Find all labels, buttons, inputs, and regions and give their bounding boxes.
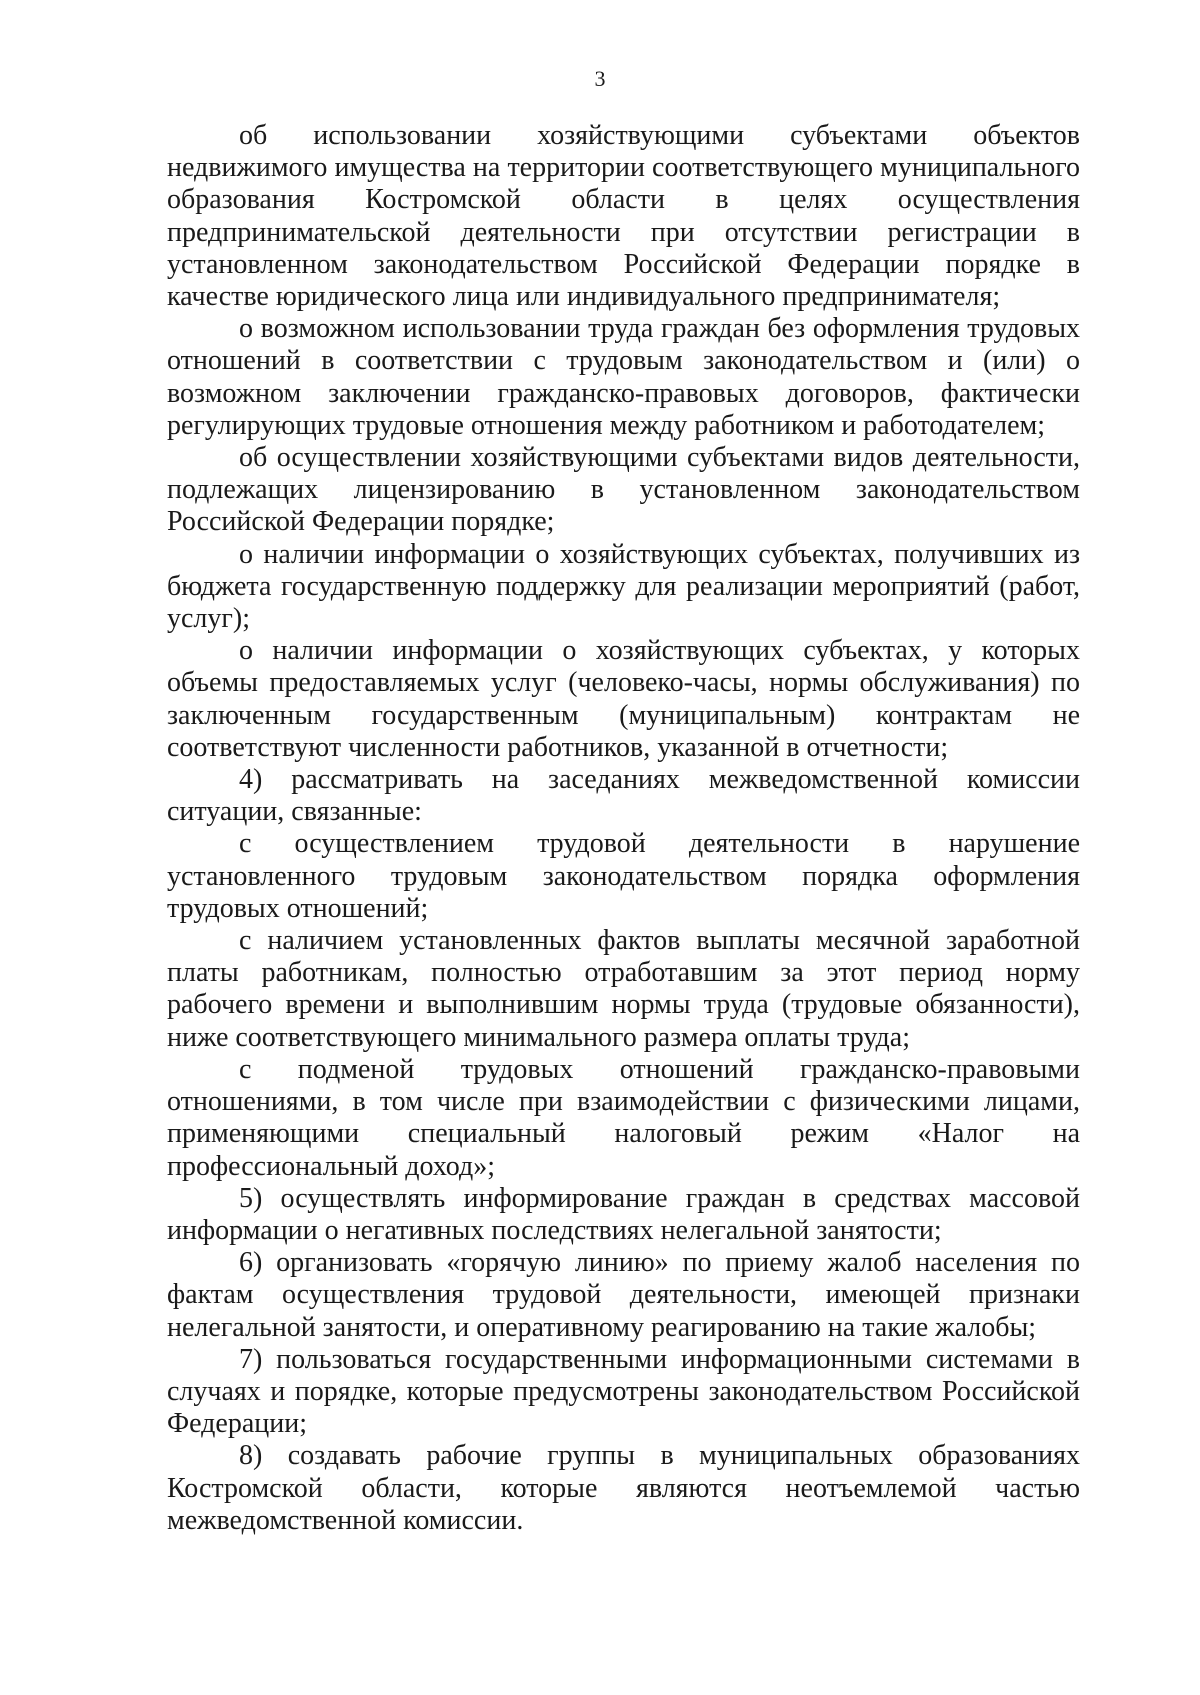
paragraph-labor-violation: с осуществлением трудовой деятельности в нарушение установленного трудовым законодательством порядка оформления трудовых отношений; <box>167 828 1080 924</box>
document-body <box>167 120 1080 1537</box>
paragraph-item-8: 8) создавать рабочие группы в муниципальных образованиях Костромской области, которые являются неотъемлемой частью межведомственной комиссии. <box>167 1440 1080 1536</box>
paragraph-labor-without-contract: о возможном использовании труда граждан без оформления трудовых отношений в соответствии с трудовым законодательством и (или) о возможном заключении гражданско-правовых договоров, фактически регулирующих трудовые отношения между работником и работодателем; <box>167 313 1080 441</box>
paragraph-state-support: о наличии информации о хозяйствующих субъектах, получивших из бюджета государственную поддержку для реализации мероприятий (работ, услуг); <box>167 538 1080 635</box>
paragraph-real-estate-use: об использовании хозяйствующими субъектами объектов недвижимого имущества на территории соответствующего муниципального образования Костромской области в целях осуществления предпринимательской деятельности при отсутствии регистрации в установленном законодательством Российской Федерации порядке в качестве юридического лица или индивидуального предпринимателя; <box>167 120 1080 313</box>
paragraph-licensed-activities: об осуществлении хозяйствующими субъектами видов деятельности, подлежащих лицензированию в установленном законодательством Российской Федерации порядке; <box>167 442 1080 538</box>
paragraph-civil-law-substitution: с подменой трудовых отношений гражданско-правовыми отношениями, в том числе при взаимодействии с физическими лицами, применяющими специальный налоговый режим «Налог на профессиональный доход»; <box>167 1053 1080 1182</box>
paragraph-item-6: 6) организовать «горячую линию» по приему жалоб населения по фактам осуществления трудовой деятельности, имеющей признаки нелегальной занятости, и оперативному реагированию на такие жалобы; <box>167 1247 1080 1343</box>
paragraph-item-7: 7) пользоваться государственными информационными системами в случаях и порядке, которые предусмотрены законодательством Российской Федерации; <box>167 1343 1080 1440</box>
paragraph-minimum-wage: с наличием установленных фактов выплаты месячной заработной платы работникам, полностью отработавшим за этот период норму рабочего времени и выполнившим нормы труда (трудовые обязанности), ниже соответствующего минимального размера оплаты труда; <box>167 925 1080 1053</box>
paragraph-item-5: 5) осуществлять информирование граждан в средствах массовой информации о негативных последствиях нелегальной занятости; <box>167 1182 1080 1246</box>
page-number: 3 <box>594 66 606 91</box>
paragraph-item-4: 4) рассматривать на заседаниях межведомственной комиссии ситуации, связанные: <box>167 764 1080 828</box>
paragraph-service-volumes: о наличии информации о хозяйствующих субъектах, у которых объемы предоставляемых услуг (человеко-часы, нормы обслуживания) по заключенным государственным (муниципальным) контрактам не соответствуют численности работников, указанной в отчетности; <box>167 635 1080 763</box>
